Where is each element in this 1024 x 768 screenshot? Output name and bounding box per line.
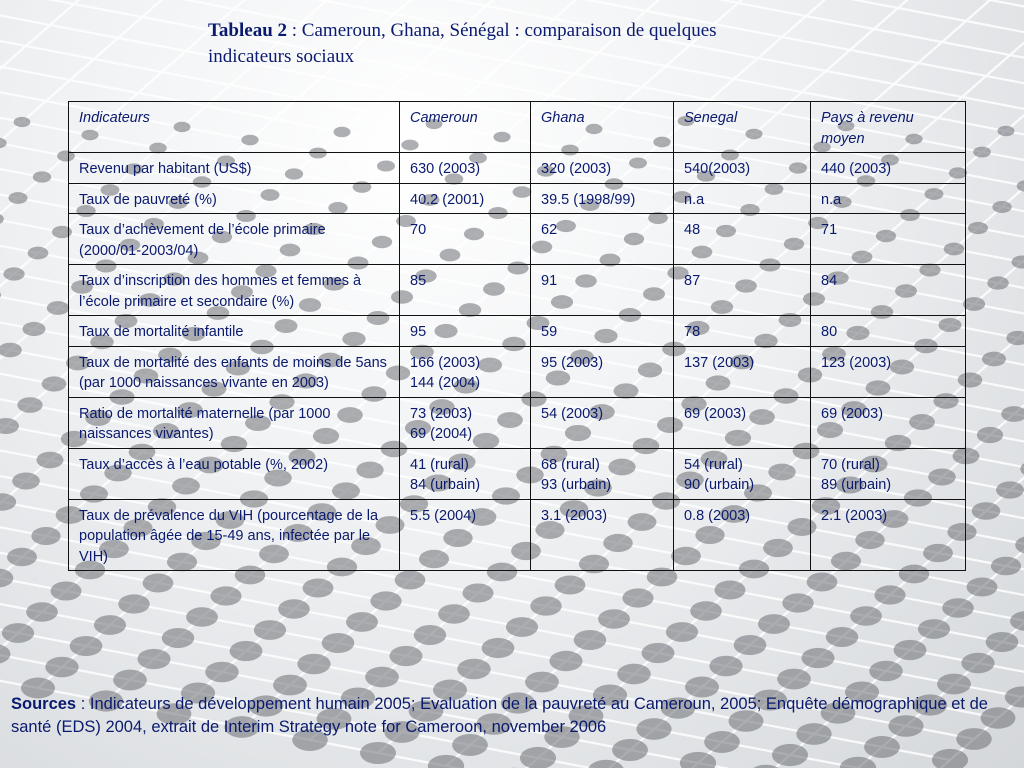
grid-dot: [113, 670, 147, 691]
grid-dot: [982, 352, 1006, 367]
grid-dot: [991, 557, 1021, 576]
table-header-cell: Ghana: [531, 102, 674, 153]
indicator-cell: Taux de prévalence du VIH (pourcentage de la population âgée de 15-49 ans, infectée par le VIH): [69, 499, 400, 571]
value-cell: 39.5 (1998/99): [531, 183, 674, 214]
grid-dot: [395, 571, 426, 590]
grid-dot: [869, 661, 902, 682]
value-cell: 123 (2003): [811, 346, 966, 397]
value-cell: 68 (rural) 93 (urbain): [531, 448, 674, 499]
value-cell: n.a: [811, 183, 966, 214]
grid-dot: [278, 599, 310, 618]
grid-dot: [70, 636, 103, 656]
grid-dot: [942, 598, 974, 617]
grid-dot: [438, 604, 470, 624]
grid-dot: [998, 126, 1015, 136]
grid-dot: [94, 615, 126, 635]
table-row: [69, 346, 966, 397]
title-text: : Cameroun, Ghana, Sénégal : comparaison de quelques indicateurs sociaux: [208, 20, 717, 67]
grid-dot: [118, 594, 149, 613]
grid-dot: [642, 643, 675, 663]
grid-dot: [47, 301, 69, 315]
grid-dot: [932, 749, 968, 768]
grid-dot: [346, 612, 378, 632]
grid-dot: [22, 322, 45, 336]
indicator-cell: Taux d’accès à l’eau potable (%, 2002): [69, 448, 400, 499]
grid-dot: [782, 593, 813, 612]
value-cell: 540(2003): [674, 153, 811, 184]
indicator-cell: Taux de pauvreté (%): [69, 183, 400, 214]
value-cell: 440 (2003): [811, 153, 966, 184]
value-cell: 78: [674, 316, 811, 347]
grid-dot: [918, 619, 950, 639]
grid-dot: [530, 596, 561, 615]
value-cell: 80: [811, 316, 966, 347]
table-row: [69, 499, 966, 571]
grid-dot: [525, 672, 559, 693]
grid-dot: [715, 580, 746, 599]
sources-label: Sources: [11, 695, 77, 713]
grid-dot: [8, 192, 27, 204]
grid-dot: [210, 586, 241, 605]
grid-dot: [143, 574, 174, 593]
grid-dot: [1020, 461, 1024, 478]
table-row: [69, 448, 966, 499]
grid-dot: [574, 630, 607, 650]
grid-dot: [617, 664, 651, 685]
table-header-cell: Cameroun: [400, 102, 531, 153]
value-cell: 59: [531, 316, 674, 347]
value-cell: 85: [400, 265, 531, 316]
grid-dot: [1015, 536, 1024, 554]
value-cell: 166 (2003) 144 (2004): [400, 346, 531, 397]
grid-dot: [28, 247, 49, 260]
grid-dot: [303, 578, 334, 597]
sources-text: : Indicateurs de développement humain 2005; Evaluation de la pauvreté au Cameroun, 2005; Enquête démographique et de santé (EDS) 2004, extrait de Interim Strategy note for Cameroon, november 2006: [11, 695, 988, 736]
grid-dot: [0, 493, 16, 510]
value-cell: 0.8 (2003): [674, 499, 811, 571]
grid-dot: [31, 527, 60, 545]
value-cell: 630 (2003): [400, 153, 531, 184]
grid-dot: [26, 602, 58, 621]
grid-dot: [987, 276, 1009, 289]
grid-dot: [986, 632, 1019, 652]
value-cell: 40.2 (2001): [400, 183, 531, 214]
grid-dot: [850, 606, 882, 626]
grid-dot: [0, 213, 4, 225]
grid-dot: [967, 577, 998, 596]
grid-dot: [0, 138, 7, 149]
table-header-cell: Senegal: [674, 102, 811, 153]
grid-dot: [462, 583, 493, 602]
indicator-cell: Taux de mortalité des enfants de moins de 5ans (par 1000 naissances vivante en 2003): [69, 346, 400, 397]
grid-dot: [42, 376, 67, 391]
grid-dot: [1012, 256, 1024, 269]
grid-dot: [598, 609, 630, 629]
grid-dot: [992, 201, 1011, 213]
grid-dot: [45, 657, 78, 678]
grid-dot: [0, 288, 1, 302]
grid-dot: [1017, 180, 1024, 191]
grid-dot: [0, 644, 10, 664]
grid-dot: [666, 622, 698, 642]
grid-dot: [7, 548, 37, 566]
grid-dot: [0, 343, 22, 358]
grid-dot: [14, 117, 31, 127]
grid-dot: [33, 171, 51, 182]
grid-dot: [0, 418, 19, 434]
grid-dot: [555, 576, 586, 595]
grid-dot: [36, 452, 63, 469]
indicator-cell: Taux de mortalité infantile: [69, 316, 400, 347]
grid-dot: [777, 669, 811, 690]
grid-dot: [370, 591, 401, 610]
value-cell: 5.5 (2004): [400, 499, 531, 571]
grid-dot: [1010, 611, 1024, 631]
grid-dot: [322, 633, 355, 653]
value-cell: 84: [811, 265, 966, 316]
value-cell: 137 (2003): [674, 346, 811, 397]
grid-dot: [205, 662, 238, 683]
grid-dot: [807, 573, 838, 592]
grid-dot: [709, 656, 742, 676]
value-cell: 95 (2003): [531, 346, 674, 397]
grid-dot: [17, 397, 42, 413]
indicator-cell: Ratio de mortalité maternelle (par 1000 naissances vivantes): [69, 397, 400, 448]
value-cell: 69 (2003): [811, 397, 966, 448]
indicator-cell: Revenu par habitant (US$): [69, 153, 400, 184]
table-header-cell: Pays à revenu moyen: [811, 102, 966, 153]
grid-dot: [972, 502, 1001, 520]
grid-dot: [826, 627, 858, 647]
grid-dot: [365, 667, 399, 688]
grid-dot: [801, 648, 834, 668]
grid-dot: [874, 585, 905, 604]
grid-dot: [734, 635, 767, 655]
grid-dot: [457, 659, 490, 680]
grid-dot: [162, 628, 194, 648]
grid-dot: [482, 638, 515, 658]
grid-dot: [230, 641, 263, 661]
grid-dot: [186, 607, 218, 627]
grid-dot: [772, 744, 808, 766]
indicator-cell: Taux d’achèvement de l’école primaire (2000/01-2003/04): [69, 214, 400, 265]
indicator-cell: Taux d’inscription des hommes et femmes à l’école primaire et secondaire (%): [69, 265, 400, 316]
value-cell: 54 (2003): [531, 397, 674, 448]
grid-dot: [840, 757, 876, 768]
value-cell: n.a: [674, 183, 811, 214]
grid-dot: [977, 427, 1003, 443]
value-cell: 70: [400, 214, 531, 265]
value-cell: 48: [674, 214, 811, 265]
grid-dot: [968, 222, 988, 234]
grid-dot: [0, 569, 13, 588]
grid-dot: [864, 736, 900, 758]
value-cell: 95: [400, 316, 531, 347]
grid-dot: [254, 620, 286, 640]
grid-dot: [690, 601, 722, 620]
value-cell: 62: [531, 214, 674, 265]
table-header-row: [69, 102, 966, 153]
table-header-cell: Indicateurs: [69, 102, 400, 153]
value-cell: 2.1 (2003): [811, 499, 966, 571]
sources-note: [11, 693, 1016, 739]
value-cell: 73 (2003) 69 (2004): [400, 397, 531, 448]
grid-dot: [973, 147, 991, 158]
value-cell: 320 (2003): [531, 153, 674, 184]
table-row: [69, 153, 966, 184]
grid-dot: [428, 755, 464, 768]
indicators-table: [68, 101, 966, 571]
grid-dot: [12, 472, 40, 489]
grid-dot: [3, 267, 24, 280]
value-cell: 69 (2003): [674, 397, 811, 448]
value-cell: 41 (rural) 84 (urbain): [400, 448, 531, 499]
grid-dot: [2, 623, 34, 643]
grid-dot: [680, 752, 716, 768]
grid-dot: [360, 742, 396, 764]
value-cell: 70 (rural) 89 (urbain): [811, 448, 966, 499]
table-row: [69, 397, 966, 448]
grid-dot: [549, 651, 582, 671]
table-row: [69, 183, 966, 214]
grid-dot: [758, 614, 790, 634]
grid-dot: [390, 646, 423, 666]
grid-dot: [961, 653, 994, 673]
grid-dot: [963, 297, 985, 311]
grid-dot: [612, 739, 648, 761]
value-cell: 71: [811, 214, 966, 265]
grid-dot: [996, 481, 1024, 498]
table-row: [69, 265, 966, 316]
value-cell: 3.1 (2003): [531, 499, 674, 571]
value-cell: 91: [531, 265, 674, 316]
title-label: Tableau 2: [208, 20, 288, 41]
grid-dot: [937, 674, 971, 695]
grid-dot: [137, 649, 170, 669]
grid-dot: [50, 581, 81, 600]
grid-dot: [506, 617, 538, 637]
table-row: [69, 316, 966, 347]
grid-dot: [520, 747, 556, 768]
grid-dot: [1001, 406, 1024, 422]
slide-title: [208, 18, 768, 70]
grid-dot: [894, 640, 927, 660]
table-row: [69, 214, 966, 265]
grid-dot: [414, 625, 446, 645]
grid-dot: [297, 654, 330, 674]
value-cell: 87: [674, 265, 811, 316]
value-cell: 54 (rural) 90 (urbain): [674, 448, 811, 499]
grid-dot: [622, 588, 653, 607]
grid-dot: [1006, 331, 1024, 345]
